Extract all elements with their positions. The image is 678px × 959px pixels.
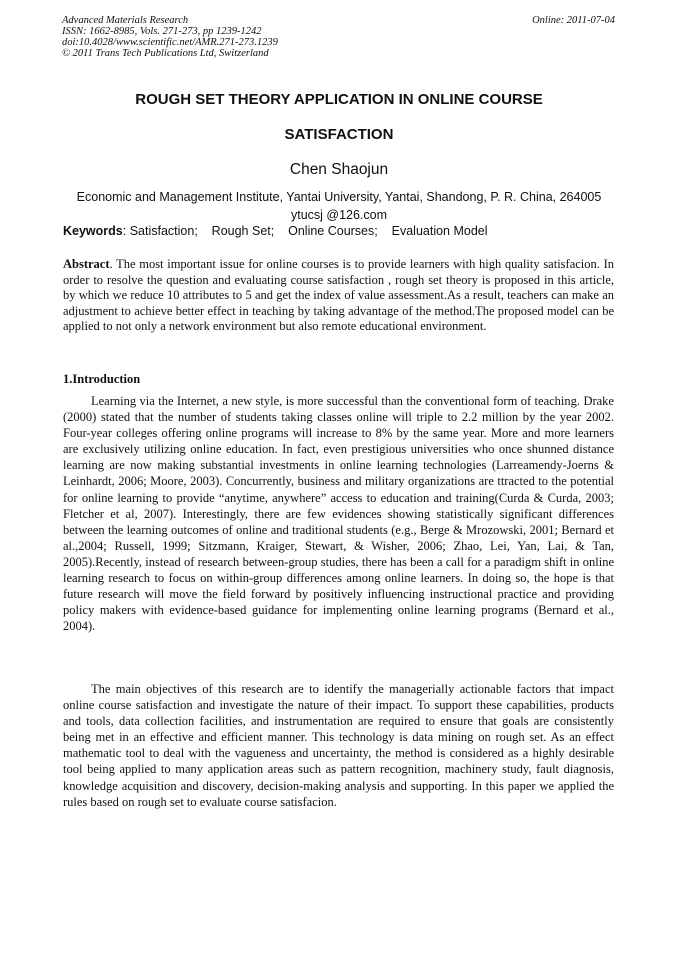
online-date: Online: 2011-07-04 [532, 15, 615, 26]
journal-header [62, 15, 278, 59]
keywords-text: : Satisfaction; Rough Set; Online Courses; Evaluation Model [122, 224, 488, 238]
abstract-text: . The most important issue for online courses is to provide learners with high quality satisfacion. In order to resolve the question and evaluating course satisfaction , rough set theory is proposed in this article, by which we reduce 10 attributes to 5 and get the index of value assessment.As a result, teachers can make an adjustment to achieve better effect in teaching by taking advantage of the method.The proposed model can be applied to not only a network environment but also remote educational environment. [63, 257, 614, 333]
author-name: Chen Shaojun [289, 161, 389, 178]
author-email: ytucsj @126.com [290, 208, 388, 222]
intro-paragraph-2: The main objectives of this research are to identify the managerially actionable factors that impact online course satisfaction and investigate the nature of their impact. To support these capabilities, products and tools, data collection facilities, and instrumentation are required to ensure that goals are consistently being met in an effective and efficient manner. This technology is data mining on rough set. As an effect mathematic tool to deal with the vagueness and uncertainty, the method is considered as a highly desirable tool being applied to many application areas such as pattern recognition, machinery study, fault diagnosis, knowledge acquisition and discovery, decision-making analysis and supporting. In this paper we applied the rules based on rough set to evaluate course satisfacion. [63, 682, 614, 809]
section-heading-introduction: 1.Introduction [63, 372, 141, 386]
keywords-label: Keywords [63, 224, 123, 238]
author-affiliation: Economic and Management Institute, Yantai University, Yantai, Shandong, P. R. China, 264005 [76, 190, 602, 204]
abstract-label: Abstract [63, 257, 110, 271]
journal-name: Advanced Materials Research [62, 15, 189, 26]
copyright-line: © 2011 Trans Tech Publications Ltd, Switzerland [62, 48, 269, 59]
doi-line: doi:10.4028/www.scientific.net/AMR.271-273.1239 [62, 37, 278, 48]
abstract [63, 257, 614, 335]
keywords-line [63, 224, 488, 238]
intro-paragraph-1: Learning via the Internet, a new style, is more successful than the conventional form of teaching. Drake (2000) stated that the number of students taking classes online will triple to 2.2 million by the year 2002. Four-year colleges offering online programs will increase to 8% by the same year. More and more learners are exclusively utilizing online education. In fact, even prestigious universities who once shunned distance learning are now making substantial investments in online learning technologies (Larreamendy-Joerns & Leinhardt, 2006; Moore, 2003). Concurrently, business and military organizations are ttracted to the potential for online learning to provide “anytime, anywhere” access to education and training(Curda & Curda, 2003; Fletcher et al, 2007). Interestingly, there are few evidences showing statistically significant differences between the learning outcomes of online and traditional students (e.g., Berge & Mrozowski, 2001; Bernard et al.,2004; Russell, 1999; Sitzmann, Kraiger, Stewart, & Wisher, 2006; Zhao, Lei, Yan, Lai, & Tan, 2005).Recently, instead of research between-group studies, there has been a call for a paradigm shift in online learning research to focus on within-group differences among online learners. In doing so, the hope is that future research will move the field forward by positively influencing instructional practice and providing policy makers with evidence-based guidance for implementing online learning programs (Bernard et al., 2004). [63, 394, 614, 634]
issn-line: ISSN: 1662-8985, Vols. 271-273, pp 1239-1242 [62, 26, 262, 37]
paper-title-line2: SATISFACTION [284, 126, 394, 143]
paper-title-line1: ROUGH SET THEORY APPLICATION IN ONLINE COURSE [135, 91, 543, 108]
